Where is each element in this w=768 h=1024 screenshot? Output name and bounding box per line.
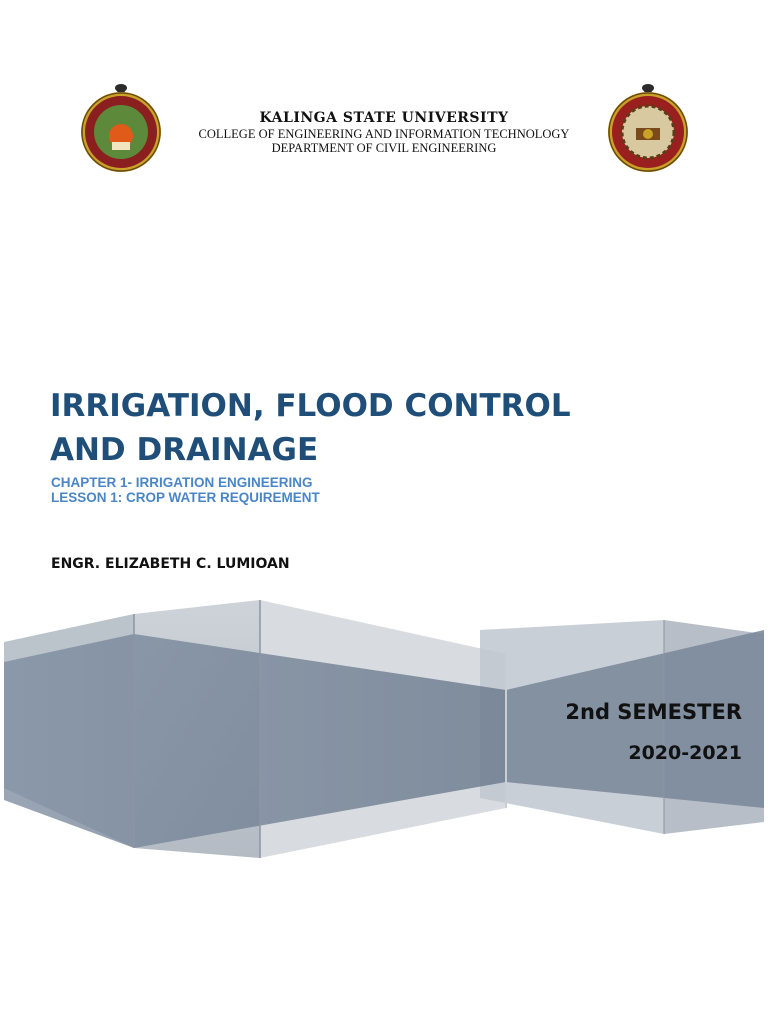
- college-seal-icon: [603, 80, 693, 175]
- author-name: ENGR. ELIZABETH C. LUMIOAN: [51, 556, 290, 572]
- chapter-subtitle: CHAPTER 1- IRRIGATION ENGINEERING: [51, 475, 313, 490]
- decorative-ribbon: [0, 590, 768, 870]
- university-name: KALINGA STATE UNIVERSITY: [259, 110, 509, 126]
- lesson-subtitle: LESSON 1: CROP WATER REQUIREMENT: [51, 490, 320, 505]
- college-name: COLLEGE OF ENGINEERING AND INFORMATION TECHNOLOGY: [198, 127, 570, 141]
- title-line-1: IRRIGATION, FLOOD CONTROL: [50, 388, 571, 424]
- title-line-2: AND DRAINAGE: [50, 432, 319, 468]
- department-name: DEPARTMENT OF CIVIL ENGINEERING: [271, 141, 497, 155]
- semester-label: 2nd SEMESTER: [565, 700, 742, 724]
- academic-year: 2020-2021: [628, 742, 742, 764]
- document-title: [50, 384, 690, 472]
- institution-header: [150, 110, 618, 155]
